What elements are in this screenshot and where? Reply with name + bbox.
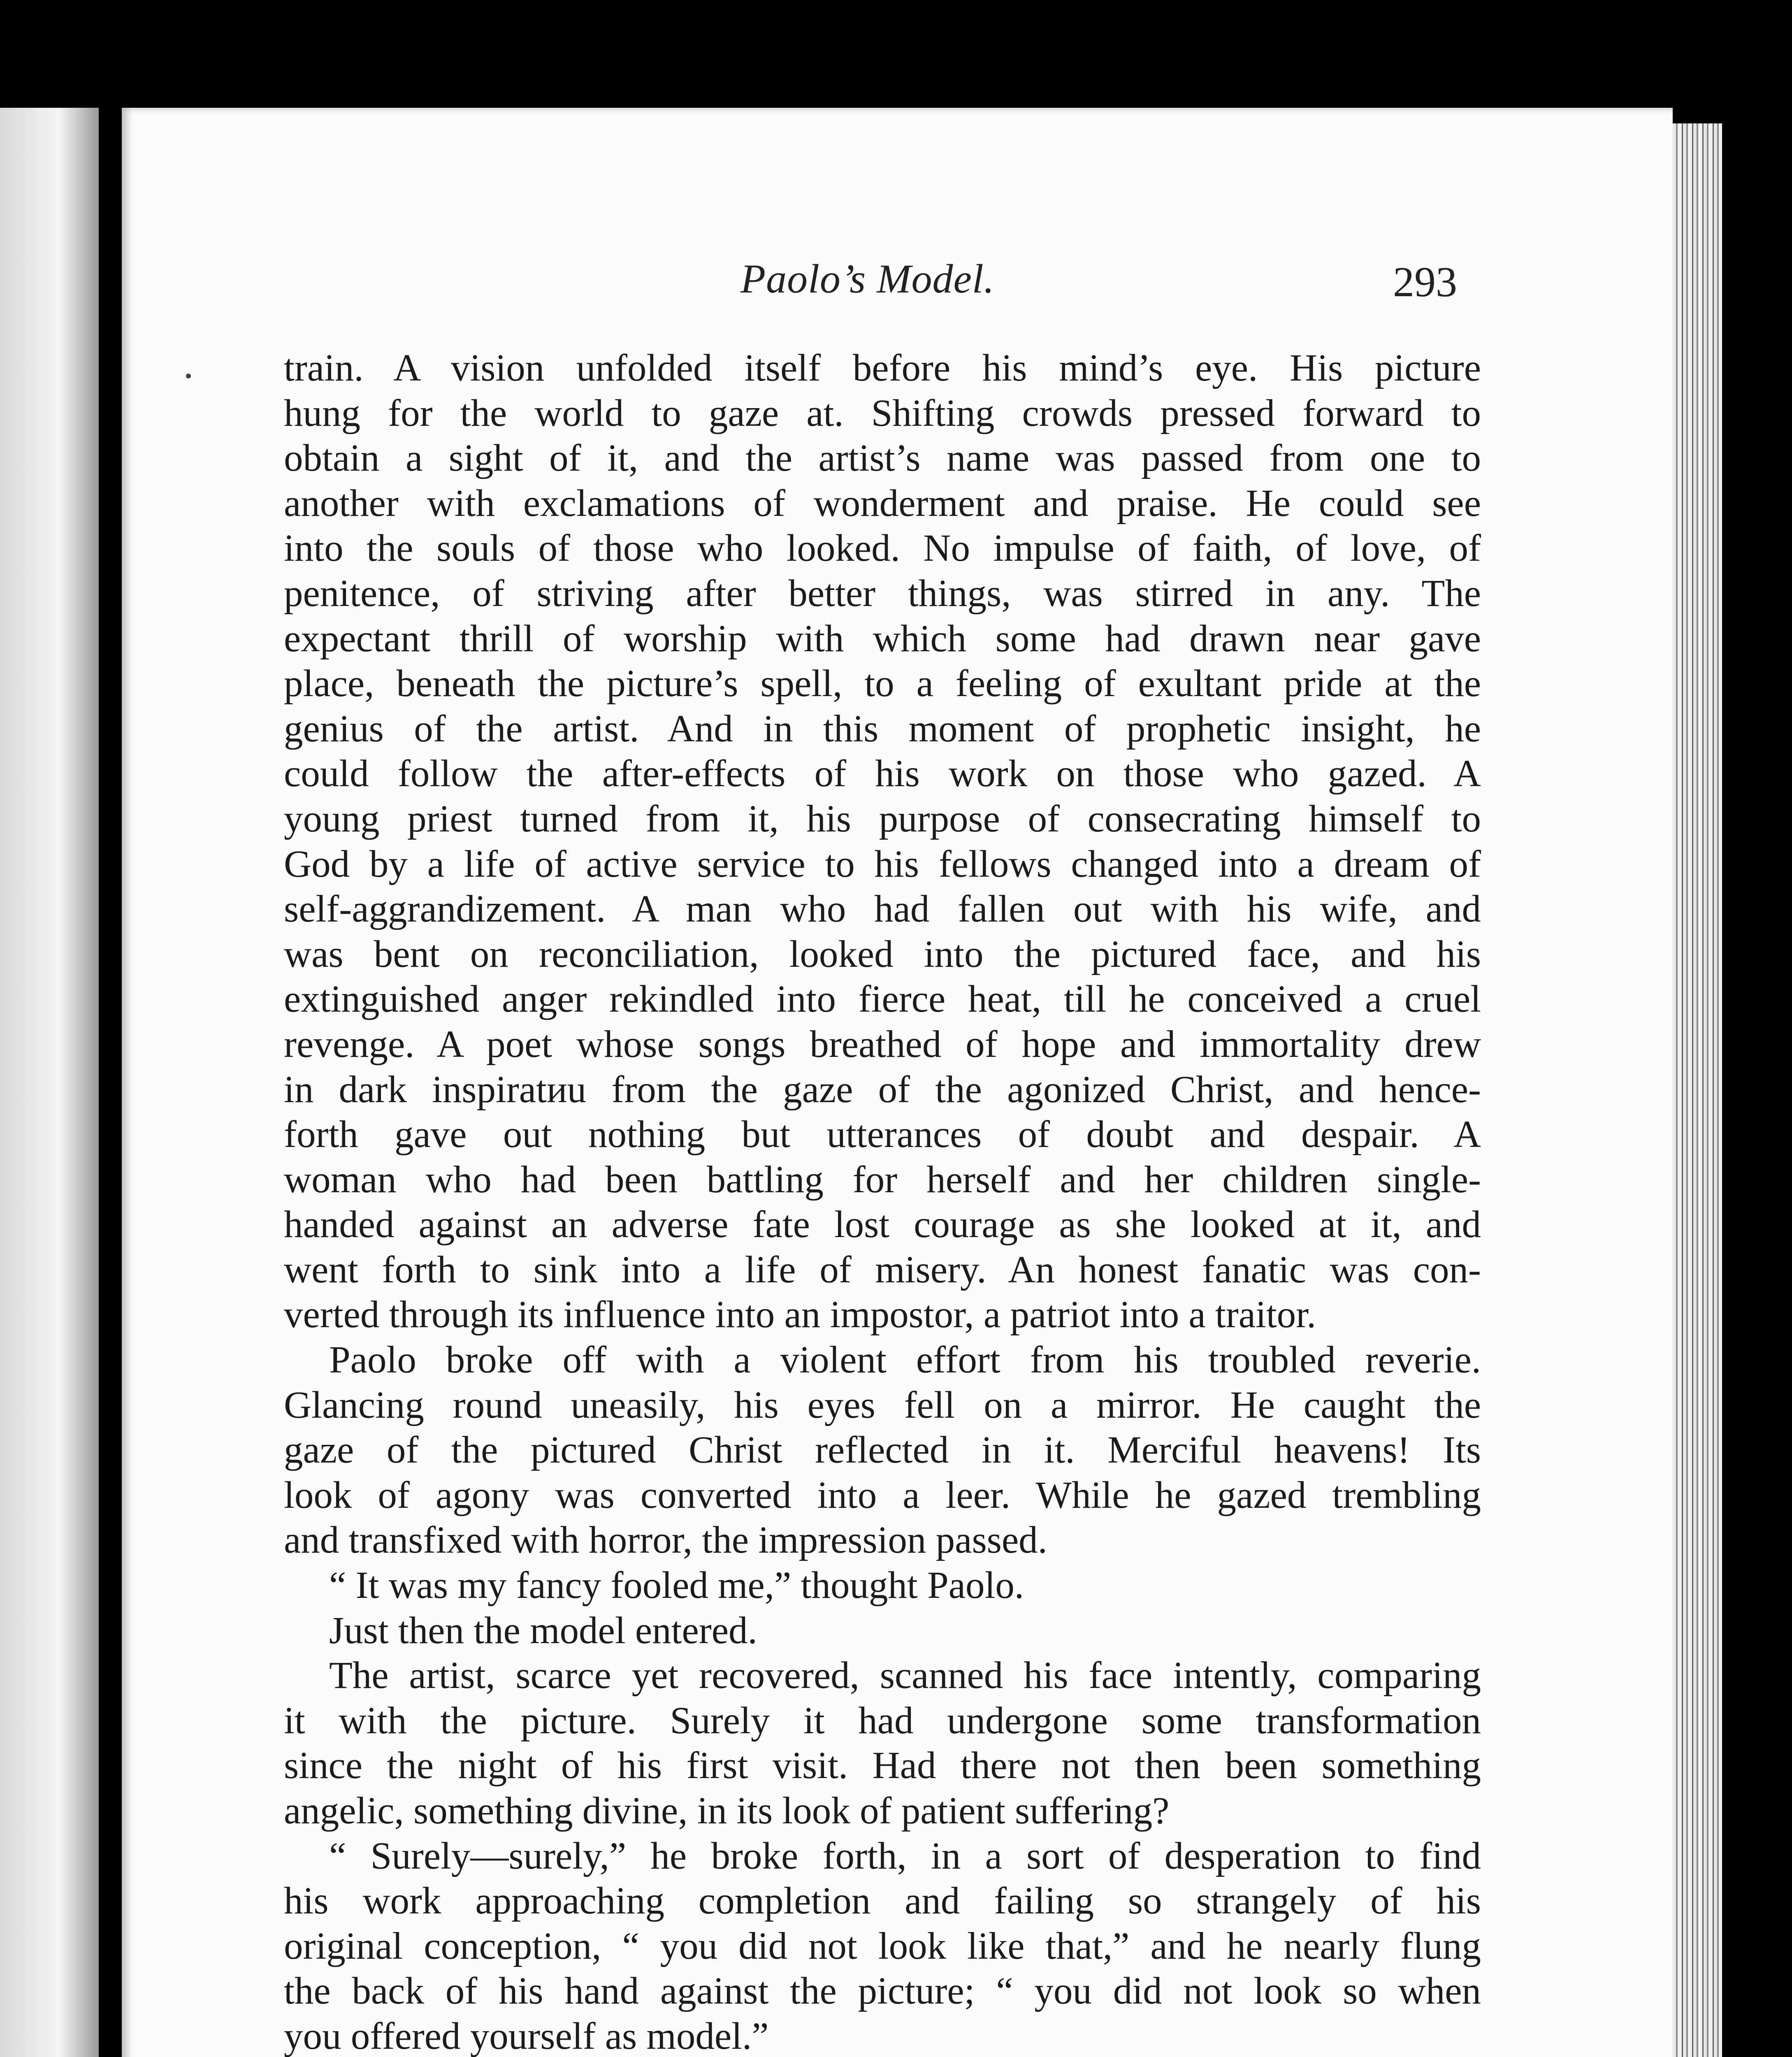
paragraph-start-line: Just then the model entered. (329, 1609, 757, 1652)
page-number: 293 (1393, 258, 1457, 306)
text-line: look of agony was converted into a leer. While he gazed trembling (284, 1474, 1481, 1516)
text-line: self-aggrandizement. A man who had fallen out with his wife, and (284, 888, 1481, 931)
text-line: the back of his hand against the picture; “ you did not look so when (284, 1970, 1481, 2013)
running-head (122, 255, 1673, 321)
text-line: into the souls of those who looked. No impulse of faith, of love, of (284, 527, 1481, 570)
running-head-title: Paolo’s Model. (740, 256, 995, 302)
body-text (284, 346, 1481, 2057)
text-line: revenge. A poet whose songs breathed of hope and immortality drew (284, 1023, 1481, 1066)
text-line: verted through its influence into an impostor, a patriot into a traitor. (284, 1293, 1316, 1336)
text-line: extinguished anger rekindled into fierce heat, till he conceived a cruel (284, 978, 1481, 1021)
text-line: place, beneath the picture’s spell, to a feeling of exultant pride at the (284, 662, 1481, 705)
text-line: and transfixed with horror, the impression passed. (284, 1519, 1047, 1562)
text-line: train. A vision unfolded itself before his mind’s eye. His picture (284, 347, 1481, 389)
text-line: obtain a sight of it, and the artist’s name was passed from one to (284, 437, 1481, 480)
text-line: went forth to sink into a life of misery. An honest fanatic was con- (284, 1248, 1481, 1291)
text-line: genius of the artist. And in this moment of prophetic insight, he (284, 707, 1481, 750)
text-line: forth gave out nothing but utterances of doubt and despair. A (284, 1113, 1481, 1156)
text-line: handed against an adverse fate lost courage as she looked at it, and (284, 1203, 1481, 1246)
text-line: expectant thrill of worship with which some had drawn near gave (284, 617, 1481, 660)
text-line: penitence, of striving after better things, was stirred in any. The (284, 572, 1481, 615)
text-line: angelic, something divine, in its look of patient suffering? (284, 1790, 1170, 1832)
paragraph-start-line: Paolo broke off with a violent effort from his troubled reverie. (329, 1339, 1481, 1381)
text-line: original conception, “ you did not look like that,” and he nearly flung (284, 1925, 1481, 1967)
text-line: God by a life of active service to his fellows changed into a dream of (284, 843, 1481, 885)
text-line: gaze of the pictured Christ reflected in it. Merciful heavens! Its (284, 1429, 1481, 1472)
margin-mark (186, 374, 191, 378)
text-line: woman who had been battling for herself and her children single- (284, 1158, 1481, 1201)
paragraph-start-line: The artist, scarce yet recovered, scanned his face intently, comparing (329, 1654, 1481, 1697)
text-line: another with exclamations of wonderment and praise. He could see (284, 482, 1481, 525)
text-line: it with the picture. Surely it had undergone some transformation (284, 1699, 1481, 1742)
text-line: hung for the world to gaze at. Shifting crowds pressed forward to (284, 392, 1481, 434)
text-line: his work approaching completion and failing so strangely of his (284, 1880, 1481, 1922)
text-line: was bent on reconciliation, looked into the pictured face, and his (284, 933, 1481, 975)
text-line: since the night of his first visit. Had there not then been something (284, 1744, 1481, 1787)
page-edge-stack (1673, 123, 1722, 2057)
text-line: young priest turned from it, his purpose of consecrating himself to (284, 797, 1481, 840)
text-line: Glancing round uneasily, his eyes fell on a mirror. He caught the (284, 1384, 1481, 1426)
text-line: you offered yourself as model.” (284, 2015, 769, 2057)
text-line: could follow the after-effects of his work on those who gazed. A (284, 752, 1481, 795)
paragraph-start-line: “ Surely—surely,” he broke forth, in a sort of desperation to find (329, 1834, 1481, 1877)
text-line: in dark inspiratиu from the gaze of the agonized Christ, and hence- (284, 1068, 1481, 1111)
left-page-edge (0, 108, 99, 2057)
paragraph-start-line: “ It was my fancy fooled me,” thought Paolo. (329, 1564, 1024, 1607)
